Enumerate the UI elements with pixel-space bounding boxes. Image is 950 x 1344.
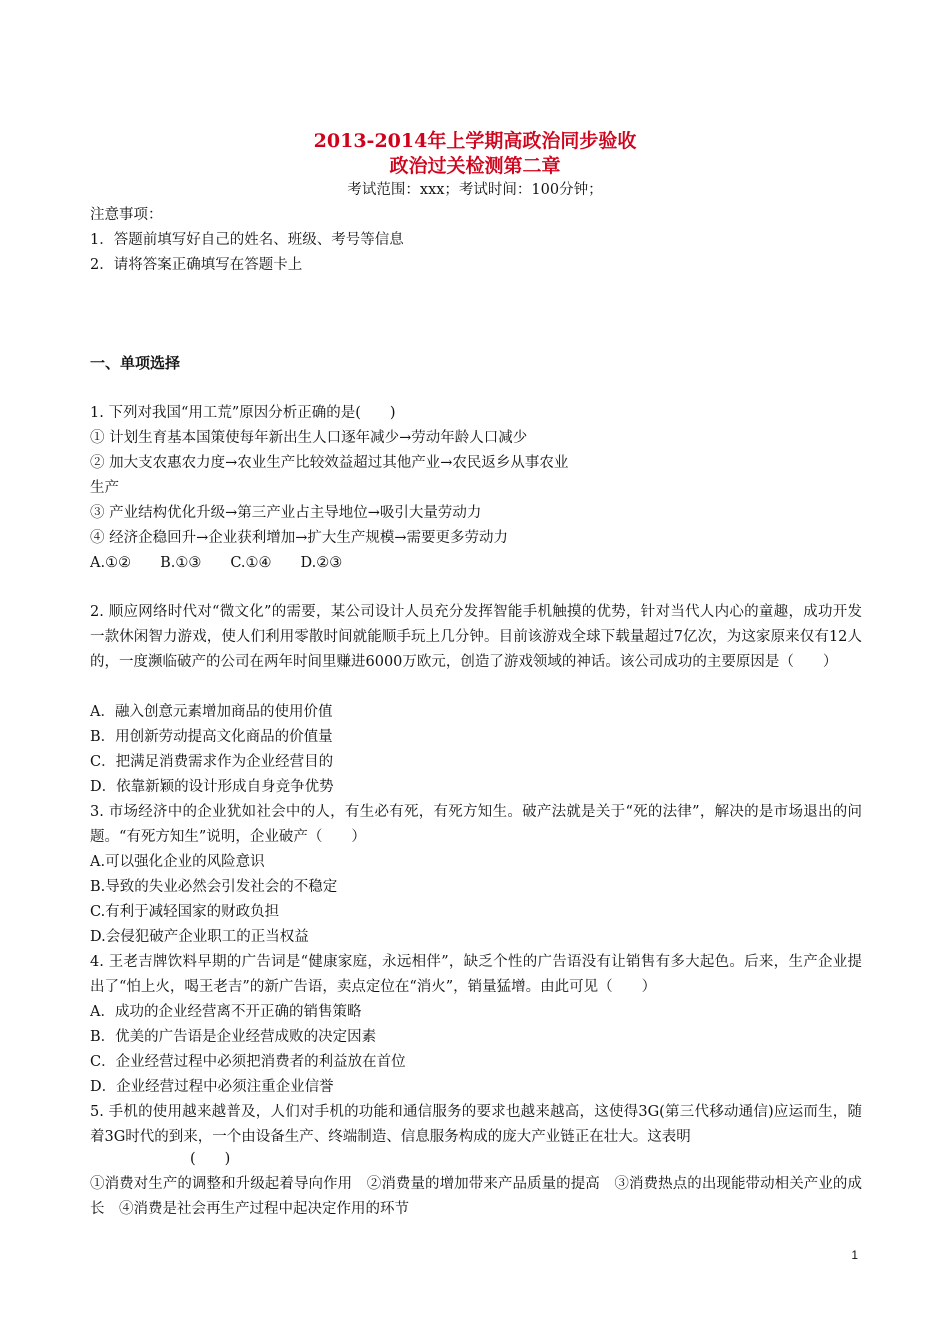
question-2-choice-d: D．依靠新颖的设计形成自身竞争优势 <box>90 779 334 795</box>
question-4-choice-c: C．企业经营过程中必须把消费者的利益放在首位 <box>90 1054 406 1070</box>
question-1-option: ② 加大支农惠农力度→农业生产比较效益超过其他产业→农民返乡从事农业 <box>90 455 569 471</box>
question-1-choices: A.①② B.①③ C.①④ D.②③ <box>90 555 343 571</box>
question-3-choice-d: D.会侵犯破产企业职工的正当权益 <box>90 929 309 945</box>
question-1-option-cont: 生产 <box>90 480 119 496</box>
question-3-stem: 3. 市场经济中的企业犹如社会中的人，有生必有死，有死方知生。破产法就是关于“死的法律”，解决的是市场退出的问题。“有死方知生”说明，企业破产（ ） <box>90 804 862 845</box>
question-1-option: ① 计划生育基本国策使每年新出生人口逐年减少→劳动年龄人口减少 <box>90 430 528 446</box>
notice-heading: 注意事项： <box>90 207 163 223</box>
question-4-stem: 4. 王老吉牌饮料早期的广告词是“健康家庭，永远相伴”，缺乏个性的广告语没有让销售有多大起色。后来，生产企业提出了“怕上火，喝王老吉”的新广告语，卖点定位在“消火”，销量猛增。由此可见（ ） <box>90 954 862 995</box>
section-heading: 一、单项选择 <box>90 354 181 372</box>
question-3-choice-a: A.可以强化企业的风险意识 <box>90 854 265 870</box>
question-1-stem: 1. 下列对我国“用工荒”原因分析正确的是( ) <box>90 405 396 421</box>
question-2-stem: 2. 顺应网络时代对“微文化”的需要，某公司设计人员充分发挥智能手机触摸的优势，针对当代人内心的童趣，成功开发一款休闲智力游戏，使人们利用零散时间就能顺手玩上几分钟。目前该游戏全球下载量超过7亿次，为这家原来仅有12人的，一度濒临破产的公司在两年时间里赚进6000万欧元，创造了游戏领域的神话。该公司成功的主要原因是（ ） <box>90 604 862 670</box>
question-4-choice-a: A．成功的企业经营离不开正确的销售策略 <box>90 1004 362 1020</box>
exam-info: 考试范围：xxx；考试时间：100分钟； <box>347 182 603 198</box>
document-title: 2013-2014年上学期高政治同步验收 <box>313 130 637 152</box>
question-1-option: ③ 产业结构优化升级→第三产业占主导地位→吸引大量劳动力 <box>90 505 482 521</box>
question-2-choice-a: A．融入创意元素增加商品的使用价值 <box>90 704 333 720</box>
question-3-choice-b: B.导致的失业必然会引发社会的不稳定 <box>90 879 338 895</box>
document-subtitle: 政治过关检测第二章 <box>389 155 561 177</box>
notice-item: 2．请将答案正确填写在答题卡上 <box>90 257 303 273</box>
question-5-answer-paren: ( ) <box>190 1151 231 1167</box>
page-number: 1 <box>851 1248 858 1262</box>
question-4-choice-b: B．优美的广告语是企业经营成败的决定因素 <box>90 1029 377 1045</box>
question-5-options: ①消费对生产的调整和升级起着导向作用 ②消费量的增加带来产品质量的提高 ③消费热点的出现能带动相关产业的成长 ④消费是社会再生产过程中起决定作用的环节 <box>90 1176 862 1217</box>
notice-item: 1．答题前填写好自己的姓名、班级、考号等信息 <box>90 232 404 248</box>
question-2-choice-c: C．把满足消费需求作为企业经营目的 <box>90 754 334 770</box>
question-3-choice-c: C.有利于减轻国家的财政负担 <box>90 904 280 920</box>
question-1-option: ④ 经济企稳回升→企业获利增加→扩大生产规模→需要更多劳动力 <box>90 530 509 546</box>
question-5-stem: 5. 手机的使用越来越普及，人们对手机的功能和通信服务的要求也越来越高，这使得3G(第三代移动通信)应运而生，随着3G时代的到来，一个由设备生产、终端制造、信息服务构成的庞大产业链正在壮大。这表明 <box>90 1104 862 1145</box>
question-2-choice-b: B．用创新劳动提高文化商品的价值量 <box>90 729 333 745</box>
question-4-choice-d: D．企业经营过程中必须注重企业信誉 <box>90 1079 334 1095</box>
